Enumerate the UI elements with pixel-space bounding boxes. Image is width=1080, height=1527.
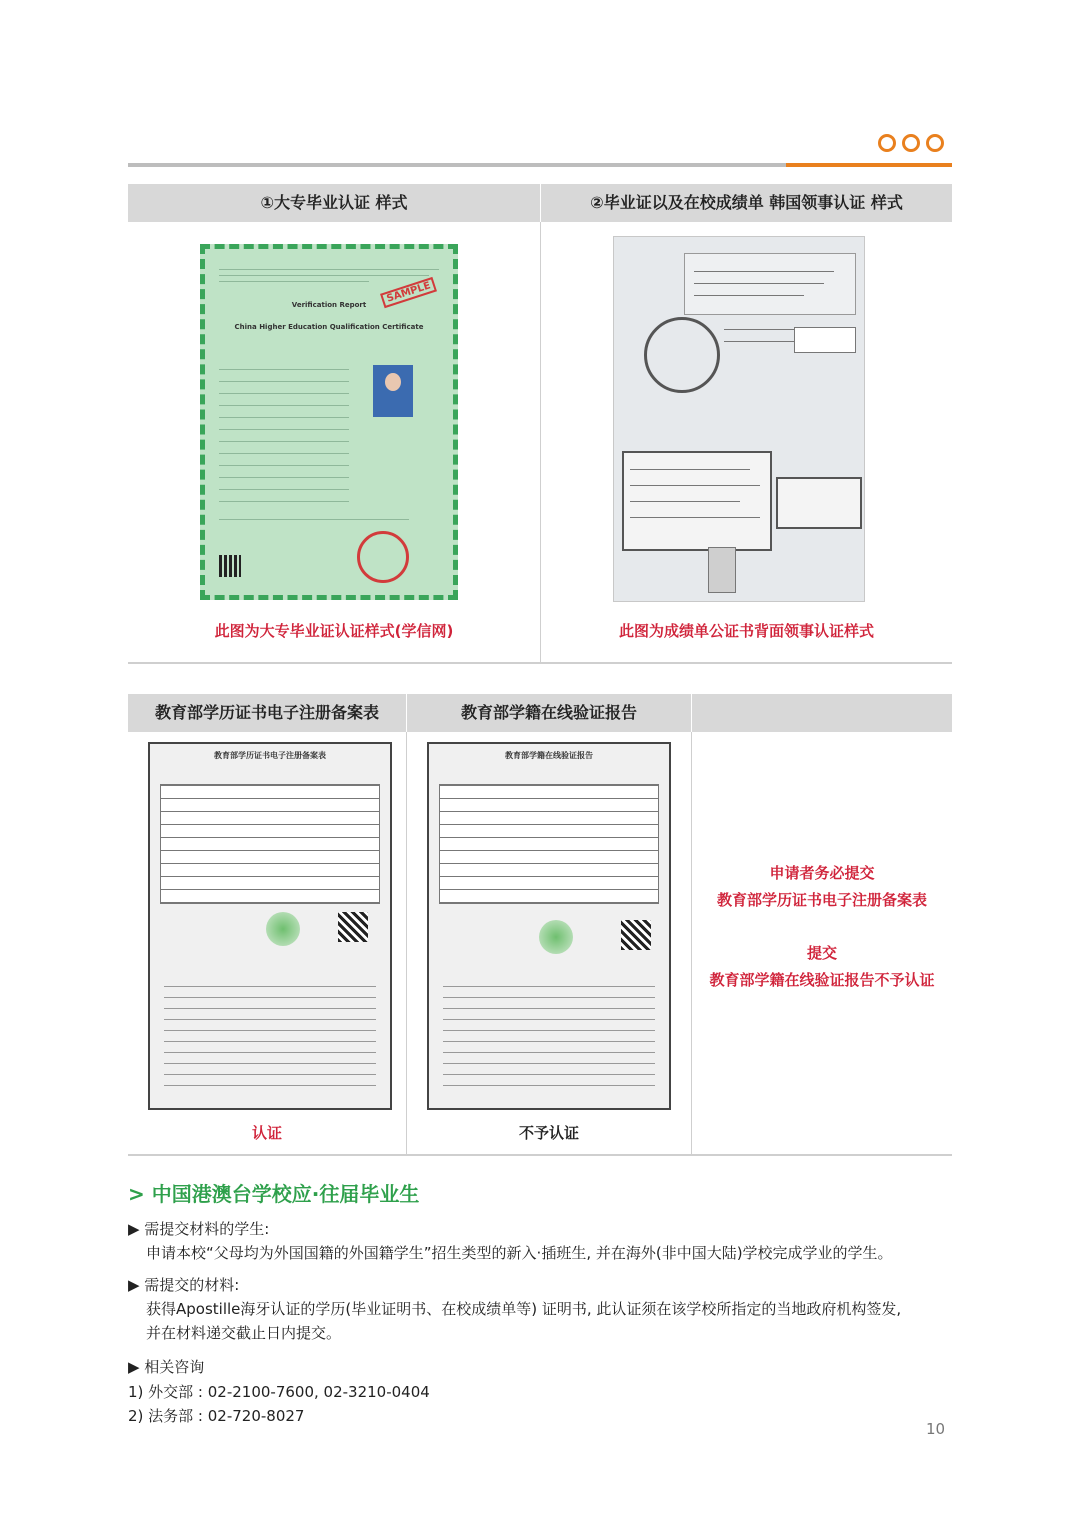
cert-text-line	[219, 417, 349, 418]
official-seal-icon	[644, 317, 720, 393]
item1-body: 申请本校“父母均为外国国籍的外国籍学生”招生类型的新入·插班生, 并在海外(非中国大陆)学校完成学业的学生。	[146, 1244, 893, 1262]
cert-title: Verification Report	[291, 301, 367, 309]
table2-header-2: 教育部学籍在线验证报告	[407, 694, 691, 732]
registration-form-image	[148, 742, 392, 1110]
form-notes-lines	[164, 976, 376, 1086]
verification-report-image	[200, 244, 458, 600]
table2-header-3	[692, 694, 952, 732]
note-line-4: 教育部学籍在线验证报告不予认证	[709, 971, 935, 989]
three-circles-icon	[878, 134, 944, 152]
cert-text-line	[219, 465, 349, 466]
note-line-3: 提交	[806, 944, 837, 962]
certificate-sample-table	[128, 184, 952, 664]
cert-text-line	[219, 281, 369, 282]
form-title: 教育部学籍在线验证报告	[505, 751, 593, 760]
table1-column-2	[541, 184, 952, 662]
contact-mofa: 1) 外交部 : 02-2100-7600, 02-3210-0404	[128, 1383, 430, 1401]
cert-text-line	[219, 489, 349, 490]
item3-heading: ▶ 相关咨询	[128, 1358, 205, 1376]
qr-code-icon	[219, 555, 241, 577]
contact-moj: 2) 法务部 : 02-720-8027	[128, 1407, 305, 1425]
qr-code-icon	[621, 920, 651, 950]
cert-text-line	[694, 283, 824, 284]
table1-caption-2: 此图为成绩单公证书背面领事认证样式	[618, 622, 874, 640]
signature-box	[794, 327, 856, 353]
note-line-2: 教育部学历证书电子注册备案表	[716, 891, 927, 909]
table2-caption-2: 不予认证	[518, 1124, 579, 1142]
item1-heading: ▶ 需提交材料的学生:	[128, 1220, 270, 1238]
cert-text-line	[694, 295, 804, 296]
online-verification-report-image	[427, 742, 671, 1110]
form-title: 教育部学历证书电子注册备案表	[214, 751, 326, 760]
qr-code-icon	[338, 912, 368, 942]
form-grid	[160, 784, 380, 904]
cert-subtitle: China Higher Education Qualification Certificate	[234, 323, 424, 331]
photo-image	[373, 365, 413, 417]
table2-column-1	[128, 694, 406, 1154]
form-notes-lines	[443, 976, 655, 1086]
stamp-fragment	[708, 547, 736, 593]
table2-header-1: 教育部学历证书电子注册备案表	[128, 694, 406, 732]
table2-column-2	[407, 694, 691, 1154]
cert-text-line	[630, 501, 740, 502]
section-title: > 中国港澳台学校应·往届毕业生	[128, 1182, 420, 1206]
education-record-table	[128, 694, 952, 1156]
table1-header-1: ①大专毕业认证 样式	[128, 184, 540, 222]
cert-text-line	[219, 405, 349, 406]
cert-text-line	[724, 341, 794, 342]
item2-body-line1: 获得Apostille海牙认证的学历(毕业证明书、在校成绩单等) 证明书, 此认证须在该学校所指定的当地政府机构签发,	[146, 1300, 902, 1318]
cert-text-line	[219, 393, 349, 394]
table2-column-3	[692, 694, 952, 1154]
page-number: 10	[926, 1420, 946, 1438]
sample-stamp: SAMPLE	[380, 277, 437, 308]
cert-text-line	[219, 453, 349, 454]
red-seal-icon	[357, 531, 409, 583]
note-line-1: 申请者务必提交	[769, 864, 875, 882]
table1-header-2: ②毕业证以及在校成绩单 韩国领事认证 样式	[541, 184, 952, 222]
cert-text-line	[219, 501, 349, 502]
cert-text-line	[219, 477, 349, 478]
green-seal-icon	[539, 920, 573, 954]
cert-text-line	[219, 519, 409, 520]
cert-text-line	[630, 517, 760, 518]
header-accent-bar	[786, 163, 952, 167]
item2-heading: ▶ 需提交的材料:	[128, 1276, 240, 1294]
cert-text-line	[219, 269, 439, 270]
item2-body-line2: 并在材料递交截止日内提交。	[146, 1324, 342, 1342]
table1-column-1	[128, 184, 540, 662]
green-seal-icon	[266, 912, 300, 946]
cert-text-line	[219, 381, 349, 382]
table2-caption-1: 认证	[251, 1124, 282, 1142]
cert-text-line	[219, 275, 429, 276]
cert-text-line	[630, 485, 760, 486]
cert-text-line	[219, 441, 349, 442]
cert-text-line	[219, 369, 349, 370]
cert-text-line	[219, 429, 349, 430]
table1-caption-1: 此图为大专毕业证认证样式(学信网)	[214, 622, 454, 640]
revenue-stamp-box	[776, 477, 862, 529]
cert-text-line	[630, 469, 750, 470]
consular-certification-image	[613, 236, 865, 602]
cert-text-line	[694, 271, 834, 272]
form-grid	[439, 784, 659, 904]
certification-text-box	[684, 253, 856, 315]
